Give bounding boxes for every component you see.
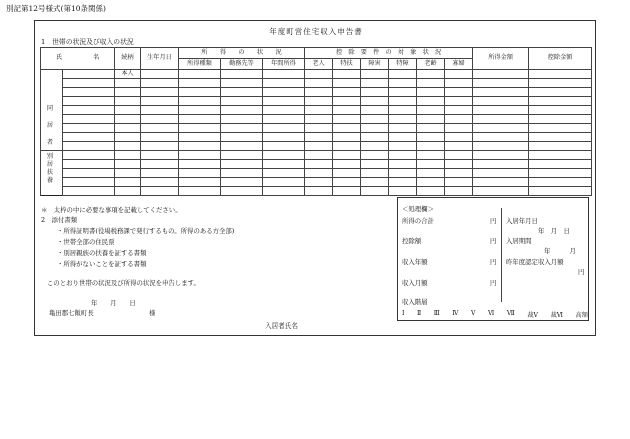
table-cell [445, 88, 473, 97]
table-cell [445, 79, 473, 88]
table-cell [529, 106, 592, 115]
table-cell [115, 142, 141, 151]
unit-income-total: 円 [490, 217, 497, 225]
note-asterisk: ＊ 太枠の中に必要な事項を記載してください。 [41, 206, 182, 214]
form-frame [34, 20, 596, 336]
table-cell [305, 142, 333, 151]
table-cell [417, 187, 445, 196]
table-cell [529, 124, 592, 133]
processing-divider [501, 208, 502, 302]
applicant-name-label: 入居者氏名 [265, 322, 298, 330]
label-annual-income: 収入年額 [402, 258, 428, 266]
table-cell [263, 133, 305, 142]
income-level-item: 裁Ⅵ [550, 312, 563, 319]
col-name: 氏 名 [41, 48, 115, 70]
table-cell [115, 97, 141, 106]
label-income-level: 収入階層 [402, 298, 428, 306]
table-row [41, 106, 592, 115]
table-cell [141, 151, 179, 160]
attachment-item: ・別居親族の扶養を証する書類 [57, 249, 147, 257]
table-cell [473, 79, 529, 88]
table-cell [333, 142, 361, 151]
honorific: 様 [149, 309, 156, 317]
table-row [41, 187, 592, 196]
table-cell [529, 88, 592, 97]
table-cell [529, 151, 592, 160]
table-cell [389, 88, 417, 97]
table-cell [361, 187, 389, 196]
table-cell [417, 106, 445, 115]
table-cell [179, 160, 221, 169]
cohabitant-label-1: 同 [46, 105, 54, 112]
attachment-item: ・所得証明書(役場税務課で発行するもの。所得のある方全部) [57, 227, 235, 235]
table-cell [115, 124, 141, 133]
table-cell [63, 79, 115, 88]
table-cell [63, 187, 115, 196]
table-cell [529, 178, 592, 187]
table-cell [41, 70, 63, 79]
table-cell [305, 124, 333, 133]
table-cell [445, 106, 473, 115]
table-cell [389, 142, 417, 151]
table-cell [41, 79, 63, 88]
separate-label-1: 別 [46, 153, 54, 160]
table-cell [115, 79, 141, 88]
unit-last-year: 円 [578, 268, 585, 276]
table-cell [473, 97, 529, 106]
table-cell [361, 142, 389, 151]
table-cell [179, 124, 221, 133]
table-cell [221, 88, 263, 97]
table-cell [63, 124, 115, 133]
sub-old-age: 老齢 [417, 59, 445, 70]
cohabitant-label-3: 者 [46, 139, 54, 146]
attachments-title: 2 添付書類 [41, 216, 78, 224]
value-move-in-date: 年 月 日 [538, 227, 570, 235]
table-cell [529, 133, 592, 142]
table-cell [63, 97, 115, 106]
col-deduction-amount: 控除金額 [529, 48, 592, 70]
table-cell [305, 187, 333, 196]
income-level-item: Ⅶ [506, 310, 515, 317]
table-cell [473, 70, 529, 79]
table-cell [41, 187, 63, 196]
table-cell [389, 151, 417, 160]
table-cell [263, 79, 305, 88]
table-cell [63, 142, 115, 151]
table-cell [263, 124, 305, 133]
table-cell [141, 160, 179, 169]
income-level-item: Ⅱ [417, 310, 422, 317]
table-cell [221, 187, 263, 196]
table-cell [41, 88, 63, 97]
cohabitant-label-2: 居 [46, 122, 54, 129]
table-cell [361, 97, 389, 106]
table-cell [361, 79, 389, 88]
label-monthly-income: 収入月額 [402, 279, 428, 287]
unit-deduction: 円 [490, 237, 497, 245]
table-cell [141, 178, 179, 187]
table-cell [179, 151, 221, 160]
household-table [40, 47, 592, 196]
table-cell [445, 169, 473, 178]
unit-annual-income: 円 [490, 258, 497, 266]
table-row [41, 133, 592, 142]
sub-workplace: 勤務先等 [221, 59, 263, 70]
table-cell [473, 106, 529, 115]
table-cell [333, 70, 361, 79]
table-cell [389, 79, 417, 88]
separate-label-2: 居 [46, 161, 54, 168]
processing-box [397, 197, 589, 321]
table-cell [529, 187, 592, 196]
table-cell [445, 124, 473, 133]
table-cell [417, 178, 445, 187]
table-cell [115, 133, 141, 142]
table-cell [333, 133, 361, 142]
table-cell [179, 142, 221, 151]
table-cell [361, 70, 389, 79]
sub-elderly: 老人 [305, 59, 333, 70]
addressee: 亀田郡七飯町長 [49, 309, 94, 317]
table-cell [63, 151, 115, 160]
table-cell [221, 79, 263, 88]
table-cell [333, 115, 361, 124]
table-cell [417, 151, 445, 160]
table-cell [221, 124, 263, 133]
table-cell [473, 151, 529, 160]
table-cell [221, 169, 263, 178]
table-cell [417, 97, 445, 106]
income-level-item: Ⅴ [471, 310, 476, 317]
income-level-item: Ⅳ [452, 310, 459, 317]
table-cell [305, 115, 333, 124]
col-relation: 続柄 [115, 48, 141, 70]
label-income-total: 所得の合計 [402, 217, 434, 225]
table-row [41, 70, 592, 79]
table-cell [333, 178, 361, 187]
table-cell [417, 160, 445, 169]
table-row [41, 97, 592, 106]
table-cell [445, 115, 473, 124]
table-cell [473, 169, 529, 178]
table-cell [389, 178, 417, 187]
label-period: 入居期間 [506, 237, 532, 245]
table-cell [333, 97, 361, 106]
table-cell [333, 187, 361, 196]
table-cell [333, 160, 361, 169]
table-cell [263, 178, 305, 187]
separate-label-3: 扶 [46, 169, 54, 176]
table-cell [221, 142, 263, 151]
income-level-item: 高額 [575, 312, 588, 319]
table-cell [389, 124, 417, 133]
table-cell [221, 178, 263, 187]
income-level-list [402, 310, 588, 319]
table-cell [333, 106, 361, 115]
table-cell [473, 115, 529, 124]
table-cell [389, 160, 417, 169]
sub-annual-income: 年間所得 [263, 59, 305, 70]
table-cell [115, 88, 141, 97]
table-cell [417, 88, 445, 97]
table-cell [221, 160, 263, 169]
table-cell [445, 178, 473, 187]
self-label: 本人 [115, 70, 141, 79]
table-cell [115, 106, 141, 115]
table-cell [263, 169, 305, 178]
attachment-item: ・所得がないことを証する書類 [57, 260, 147, 268]
table-cell [141, 124, 179, 133]
table-cell [417, 124, 445, 133]
table-row [41, 115, 592, 124]
group-income: 所 得 の 状 況 [179, 48, 305, 59]
table-cell [361, 160, 389, 169]
table-cell [361, 169, 389, 178]
table-cell [221, 106, 263, 115]
table-cell [179, 169, 221, 178]
table-cell [445, 160, 473, 169]
table-cell [473, 133, 529, 142]
table-cell [141, 142, 179, 151]
value-period: 年 月 [544, 247, 576, 255]
table-cell [63, 169, 115, 178]
table-cell [389, 187, 417, 196]
table-cell [63, 133, 115, 142]
table-cell [389, 97, 417, 106]
table-cell [305, 106, 333, 115]
form-label: 別記第12号様式(第10条関係) [6, 4, 106, 13]
table-row [41, 151, 592, 160]
sub-widow: 寡婦 [445, 59, 473, 70]
table-cell [473, 178, 529, 187]
table-cell [305, 133, 333, 142]
table-cell [445, 187, 473, 196]
table-cell [417, 79, 445, 88]
table-cell [305, 70, 333, 79]
table-cell [221, 70, 263, 79]
table-cell [361, 178, 389, 187]
table-cell [179, 115, 221, 124]
table-cell [221, 115, 263, 124]
table-cell [179, 79, 221, 88]
table-cell [63, 88, 115, 97]
table-cell [141, 79, 179, 88]
table-cell [361, 106, 389, 115]
table-cell [361, 133, 389, 142]
table-cell [63, 160, 115, 169]
income-level-item: Ⅵ [488, 310, 495, 317]
table-cell [333, 151, 361, 160]
table-cell [417, 133, 445, 142]
declaration-text: このとおり世帯の状況及び所得の状況を申告します。 [47, 279, 200, 287]
table-cell [305, 151, 333, 160]
table-cell [263, 70, 305, 79]
table-cell [263, 142, 305, 151]
label-move-in-date: 入居年月日 [506, 217, 538, 225]
table-cell [333, 79, 361, 88]
table-cell [361, 124, 389, 133]
table-cell [263, 115, 305, 124]
table-cell [263, 106, 305, 115]
table-cell [333, 124, 361, 133]
table-cell [263, 160, 305, 169]
table-cell [389, 115, 417, 124]
table-cell [179, 178, 221, 187]
table-cell [473, 124, 529, 133]
table-cell [445, 151, 473, 160]
table-cell [305, 79, 333, 88]
table-cell [417, 142, 445, 151]
table-cell [333, 169, 361, 178]
table-cell [115, 151, 141, 160]
sub-special-disability: 特障 [389, 59, 417, 70]
table-cell [529, 79, 592, 88]
income-level-item: Ⅲ [433, 310, 440, 317]
page-title: 年度町営住宅収入申告書 [269, 27, 363, 36]
table-cell [305, 88, 333, 97]
attachment-item: ・世帯全部の住民票 [57, 238, 115, 246]
label-last-year: 昨年度認定収入月額 [506, 258, 564, 266]
unit-monthly-income: 円 [490, 279, 497, 287]
table-cell [333, 88, 361, 97]
income-level-item: Ⅰ [402, 310, 405, 317]
table-cell [141, 187, 179, 196]
table-cell [361, 88, 389, 97]
table-cell [417, 115, 445, 124]
sub-disability: 障害 [361, 59, 389, 70]
table-cell [63, 178, 115, 187]
group-deduction: 控 除 要 件 の 対 象 状 況 [305, 48, 473, 59]
table-cell [529, 115, 592, 124]
table-cell [141, 106, 179, 115]
table-row [41, 160, 592, 169]
table-cell [305, 160, 333, 169]
table-cell [221, 151, 263, 160]
table-cell [141, 115, 179, 124]
table-cell [473, 160, 529, 169]
table-cell [115, 115, 141, 124]
table-cell [529, 70, 592, 79]
table-row [41, 178, 592, 187]
table-cell [305, 97, 333, 106]
separate-label-4: 養 [46, 177, 54, 184]
table-cell [115, 187, 141, 196]
table-row [41, 124, 592, 133]
table-cell [263, 187, 305, 196]
table-cell [179, 133, 221, 142]
table-cell [179, 97, 221, 106]
table-cell [221, 133, 263, 142]
table-cell [529, 97, 592, 106]
table-row [41, 79, 592, 88]
section-heading: 1 世帯の状況及び収入の状況 [41, 38, 134, 46]
sub-special-dependent: 特扶 [333, 59, 361, 70]
table-cell [179, 70, 221, 79]
date-line: 年 月 日 [91, 299, 136, 307]
table-cell [389, 133, 417, 142]
label-deduction: 控除額 [402, 237, 422, 245]
table-cell [389, 169, 417, 178]
table-row [41, 169, 592, 178]
table-cell [263, 88, 305, 97]
table-cell [221, 97, 263, 106]
col-income-amount: 所得金額 [473, 48, 529, 70]
table-cell [179, 187, 221, 196]
table-cell [361, 151, 389, 160]
table-cell [115, 178, 141, 187]
table-row [41, 142, 592, 151]
table-cell [141, 88, 179, 97]
table-cell [417, 70, 445, 79]
table-cell [445, 70, 473, 79]
table-cell [141, 97, 179, 106]
table-cell [445, 97, 473, 106]
table-cell [473, 142, 529, 151]
table-cell [473, 187, 529, 196]
col-birth: 生年月日 [141, 48, 179, 70]
table-cell [529, 142, 592, 151]
table-cell [389, 106, 417, 115]
table-cell [305, 169, 333, 178]
table-cell [417, 169, 445, 178]
table-cell [305, 178, 333, 187]
table-cell [141, 169, 179, 178]
table-cell [115, 160, 141, 169]
table-cell [445, 142, 473, 151]
table-cell [141, 133, 179, 142]
table-cell [263, 97, 305, 106]
table-cell [361, 115, 389, 124]
table-row [41, 88, 592, 97]
table-cell [263, 151, 305, 160]
processing-title: ＜処理欄＞ [402, 205, 434, 213]
table-cell [115, 169, 141, 178]
table-cell [529, 169, 592, 178]
table-cell [141, 70, 179, 79]
table-cell [529, 160, 592, 169]
table-cell [179, 88, 221, 97]
table-cell [63, 115, 115, 124]
income-level-item: 裁Ⅴ [527, 312, 539, 319]
table-cell [63, 106, 115, 115]
table-cell [179, 106, 221, 115]
table-cell [63, 70, 115, 79]
table-cell [445, 133, 473, 142]
table-cell [389, 70, 417, 79]
sub-income-type: 所得種類 [179, 59, 221, 70]
table-cell [473, 88, 529, 97]
